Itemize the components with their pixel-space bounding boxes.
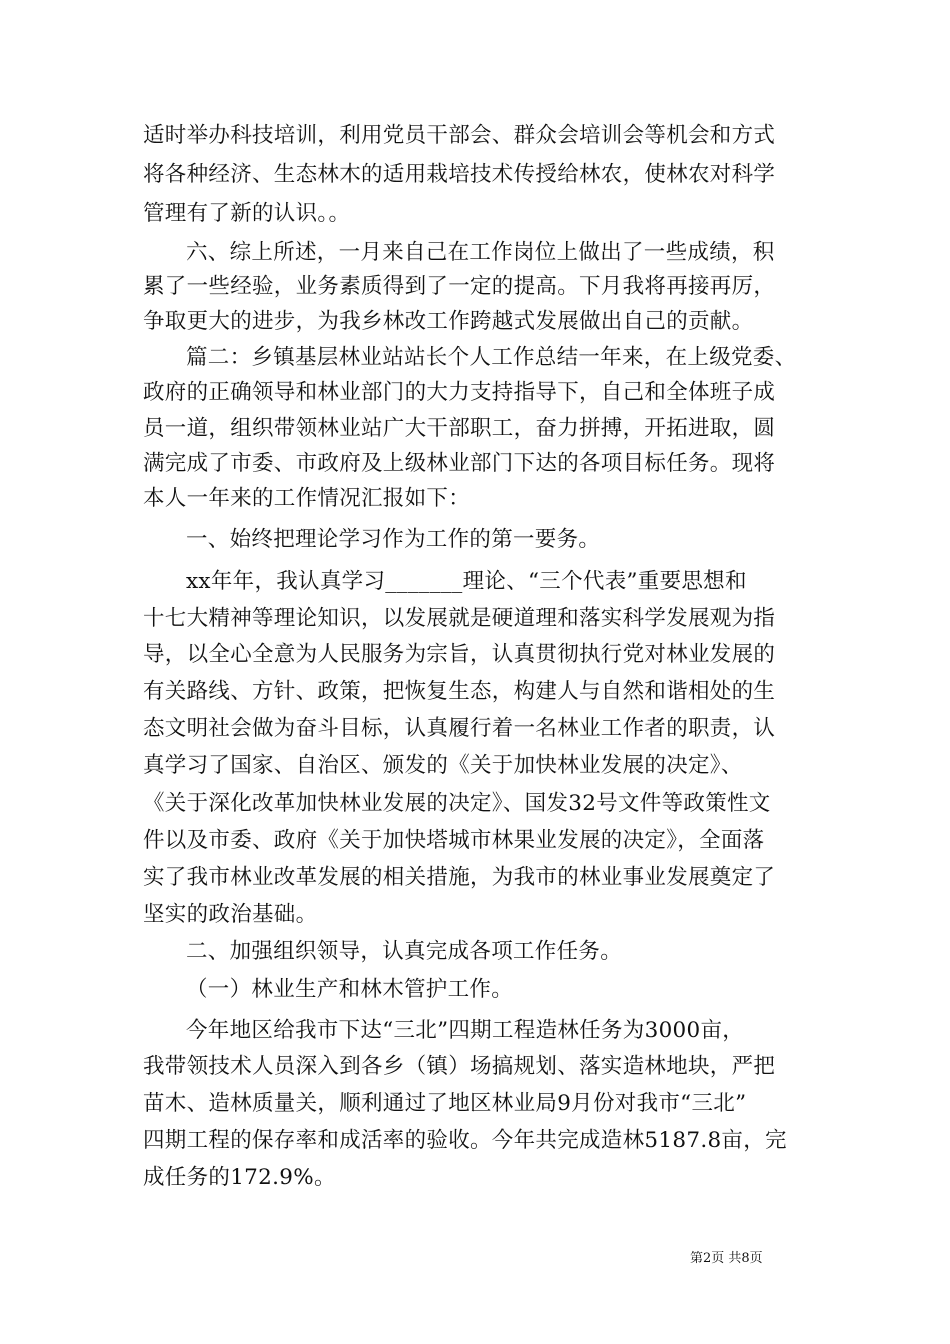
text-line-19: 《关于深化改革加快林业发展的决定》、国发32号文件等政策性文	[143, 791, 771, 816]
text-line-29: 成任务的172.9%。	[143, 1165, 336, 1190]
text-line-11: 本人一年来的工作情况汇报如下：	[143, 486, 471, 511]
text-line-5: 累了一些经验，业务素质得到了一定的提高。下月我将再接再厉，	[143, 274, 776, 299]
text-line-10: 满完成了市委、市政府及上级林业部门下达的各项目标任务。现将	[143, 451, 776, 476]
text-line-22: 坚实的政治基础。	[143, 902, 318, 927]
text-line-25: 今年地区给我市下达“三北”四期工程造林任务为3000亩，	[186, 1018, 745, 1043]
text-line-14: 十七大精神等理论知识，以发展就是硬道理和落实科学发展观为指	[143, 606, 776, 631]
text-line-20: 件以及市委、政府《关于加快塔城市林果业发展的决定》，全面落	[143, 828, 765, 853]
text-line-2: 将各种经济、生态林木的适用栽培技术传授给林农，使林农对科学	[143, 162, 776, 187]
text-line-23: 二、加强组织领导，认真完成各项工作任务。	[186, 939, 623, 964]
text-line-18: 真学习了国家、自治区、颁发的《关于加快林业发展的决定》、	[143, 753, 743, 778]
text-line-17: 态文明社会做为奋斗目标，认真履行着一名林业工作者的职责，认	[143, 716, 776, 741]
text-line-27: 苗木、造林质量关，顺利通过了地区林业局9月份对我市“三北”	[143, 1091, 747, 1116]
text-line-24: （一）林业生产和林木管护工作。	[186, 977, 514, 1002]
text-line-16: 有关路线、方针、政策，把恢复生态，构建人与自然和谐相处的生	[143, 679, 776, 704]
text-line-1: 适时举办科技培训，利用党员干部会、群众会培训会等机会和方式	[143, 123, 776, 148]
text-line-21: 实了我市林业改革发展的相关措施，为我市的林业事业发展奠定了	[143, 865, 776, 890]
text-line-7: 篇二：乡镇基层林业站站长个人工作总结一年来，在上级党委、	[186, 345, 797, 370]
text-line-6: 争取更大的进步，为我乡林改工作跨越式发展做出自己的贡献。	[143, 309, 754, 334]
text-line-28: 四期工程的保存率和成活率的验收。今年共完成造林5187.8亩，完	[143, 1128, 787, 1153]
text-line-9: 员一道，组织带领林业站广大干部职工，奋力拼搏，开拓进取，圆	[143, 416, 776, 441]
text-line-15: 导，以全心全意为人民服务为宗旨，认真贯彻执行党对林业发展的	[143, 642, 776, 667]
text-line-13: xx年年，我认真学习_______理论、“三个代表”重要思想和	[186, 569, 747, 594]
page-number-footer: 第2页 共8页	[690, 1251, 763, 1266]
text-line-8: 政府的正确领导和林业部门的大力支持指导下，自己和全体班子成	[143, 380, 776, 405]
text-line-12: 一、始终把理论学习作为工作的第一要务。	[186, 527, 601, 552]
text-line-4: 六、综上所述，一月来自己在工作岗位上做出了一些成绩，积	[186, 240, 775, 265]
text-line-3: 管理有了新的认识。。	[143, 201, 351, 226]
text-line-26: 我带领技术人员深入到各乡（镇）场搞规划、落实造林地块，严把	[143, 1054, 776, 1079]
